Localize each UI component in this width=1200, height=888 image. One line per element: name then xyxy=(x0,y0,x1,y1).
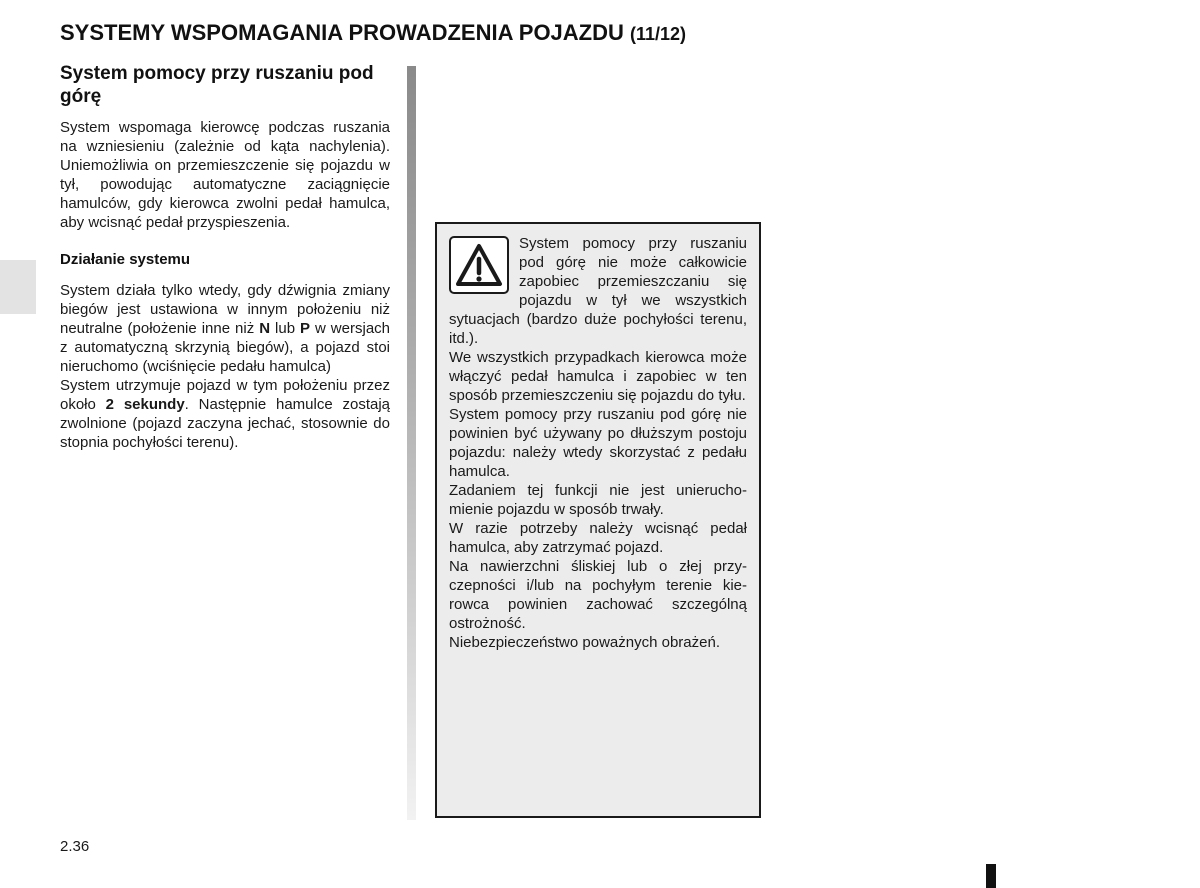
chapter-side-tab xyxy=(0,260,36,314)
operation-text: w wersjach z automatyczną skrzynią biegów), a pojazd stoi nieruchomo (wciśnięcie pedału hamulca) xyxy=(60,320,390,375)
section-heading: System pomocy przy ruszaniu pod górę xyxy=(60,63,374,107)
page-title xyxy=(60,20,686,46)
gear-position-n: N xyxy=(259,320,271,337)
gear-position-p: P xyxy=(300,320,311,337)
warning-paragraph: System pomocy przy ruszaniu pod górę nie powinien być używany po dłuższym postoju pojazdu: należy wtedy skorzystać z pedału hamulca. xyxy=(449,406,747,480)
page-corner-mark xyxy=(986,864,996,888)
hold-duration: 2 sekundy xyxy=(105,396,185,413)
warning-paragraph: Niebezpieczeństwo poważnych obrażeń. xyxy=(449,634,720,651)
left-column xyxy=(60,62,390,452)
page-counter: (11/12) xyxy=(630,24,687,44)
operation-heading: Działanie systemu xyxy=(60,251,191,268)
intro-paragraph: System wspomaga kierowcę podczas ruszania na wzniesieniu (zależnie od kąta nachylenia). Uniemożliwia on przemieszczenie się pojazdu w tył, powodując automatyczne zaciągnięcie hamulców, gdy kierowca zwolni pedał hamulca, aby wcisnąć pedał przyspieszenia. xyxy=(60,119,390,231)
warning-text xyxy=(449,234,747,652)
page-title-text: SYSTEMY WSPOMAGANIA PROWADZENIA POJAZDU xyxy=(60,20,624,45)
warning-paragraph: We wszystkich przypadkach kierowca może włączyć pedał hamulca i zapobiec w ten sposób przemieszczeniu się pojazdu do tyłu. xyxy=(449,349,747,404)
operation-text: . Następnie hamulce zostają zwolnione (pojazd zaczyna jechać, stosownie do stopnia pochyłości terenu). xyxy=(60,396,391,451)
warning-paragraph: W razie potrzeby należy wcisnąć pedał hamulca, aby zatrzymać pojazd. xyxy=(449,520,747,556)
operation-text: System działa tylko wtedy, gdy dźwignia zmiany biegów jest ustawiona w innym położeniu niż neutralne (położenie inne niż xyxy=(60,282,390,337)
operation-paragraph-2 xyxy=(60,376,390,452)
warning-box xyxy=(435,222,761,818)
column-divider-bar xyxy=(407,66,416,820)
warning-paragraph: Na nawierzchni śliskiej lub o złej przyczepności i/lub na pochyłym terenie kierowca powinien zachować szczególną ostrożność. xyxy=(449,558,747,632)
operation-text: System utrzymuje pojazd w tym położeniu przez około xyxy=(60,377,390,413)
warning-paragraph: System pomocy przy ruszaniu pod górę nie może całkowicie zapobiec przemieszczaniu się pojazdu w tył we wszystkich sytuacjach (bardzo duże pochyłości terenu, itd.). xyxy=(449,235,747,347)
operation-text: lub xyxy=(270,320,301,337)
operation-paragraph-1 xyxy=(60,281,390,376)
warning-triangle-icon xyxy=(449,236,509,294)
page-number: 2.36 xyxy=(60,838,90,855)
warning-paragraph: Zadaniem tej funkcji nie jest unieruchomienie pojazdu w sposób trwały. xyxy=(449,482,747,518)
